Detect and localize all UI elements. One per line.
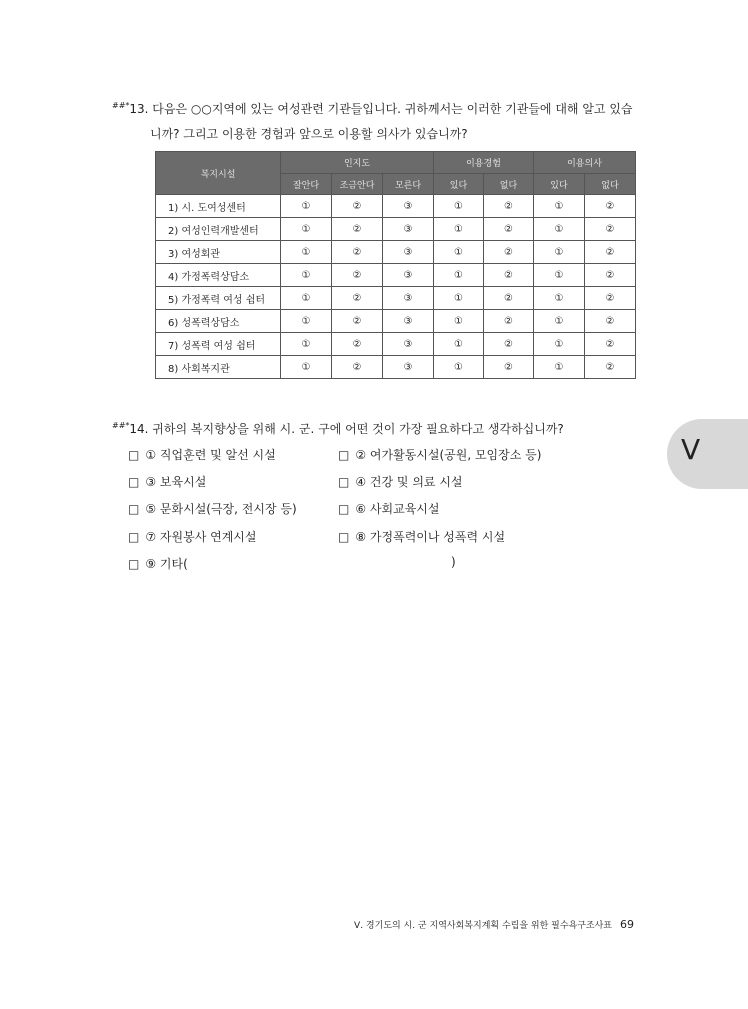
q14-option-4[interactable]: □ ④ 건강 및 의료 시설 xyxy=(338,475,463,489)
answer-cell[interactable]: ① xyxy=(281,218,332,241)
answer-cell[interactable]: ③ xyxy=(383,356,434,379)
answer-cell[interactable]: ① xyxy=(534,356,585,379)
answer-cell[interactable]: ② xyxy=(332,218,383,241)
page-footer xyxy=(354,918,634,931)
answer-cell[interactable]: ② xyxy=(332,287,383,310)
answer-cell[interactable]: ② xyxy=(484,195,534,218)
header-group-awareness: 인지도 xyxy=(281,152,434,174)
q13-text-line1: 13. 다음은 ○○지역에 있는 여성관련 기관들입니다. 귀하께서는 이러한 기관들에 대해 알고 있습 xyxy=(129,102,633,116)
q13-text-line2: 니까? 그리고 이용한 경험과 앞으로 이용할 의사가 있습니까? xyxy=(150,127,468,141)
q14-other-close-paren: ) xyxy=(451,555,456,569)
q14-option-1[interactable]: □ ① 직업훈련 및 알선 시설 xyxy=(128,448,276,462)
row-label: 1) 시. 도여성센터 xyxy=(156,195,281,218)
q13-survey-table xyxy=(155,151,636,379)
checkbox-icon[interactable]: □ xyxy=(128,502,140,516)
answer-cell[interactable]: ① xyxy=(281,195,332,218)
answer-cell[interactable]: ② xyxy=(585,218,636,241)
answer-cell[interactable]: ① xyxy=(534,218,585,241)
row-label: 7) 성폭력 여성 쉼터 xyxy=(156,333,281,356)
answer-cell[interactable]: ① xyxy=(434,356,484,379)
answer-cell[interactable]: ① xyxy=(281,287,332,310)
answer-cell[interactable]: ① xyxy=(434,195,484,218)
answer-cell[interactable]: ② xyxy=(585,333,636,356)
answer-cell[interactable]: ② xyxy=(585,287,636,310)
header-facility: 복지시설 xyxy=(156,152,281,195)
q14-option-6[interactable]: □ ⑥ 사회교육시설 xyxy=(338,502,440,516)
answer-cell[interactable]: ① xyxy=(281,356,332,379)
answer-cell[interactable]: ② xyxy=(484,287,534,310)
answer-cell[interactable]: ① xyxy=(281,264,332,287)
chapter-tab-label: V xyxy=(681,433,701,466)
subheader-cell: 잘안다 xyxy=(281,174,332,195)
answer-cell[interactable]: ② xyxy=(585,195,636,218)
answer-cell[interactable]: ③ xyxy=(383,333,434,356)
q14-option-7[interactable]: □ ⑦ 자원봉사 연계시설 xyxy=(128,530,257,544)
answer-cell[interactable]: ① xyxy=(434,310,484,333)
table-row xyxy=(156,241,636,264)
answer-cell[interactable]: ② xyxy=(585,264,636,287)
answer-cell[interactable]: ② xyxy=(332,356,383,379)
answer-cell[interactable]: ② xyxy=(332,310,383,333)
header-group-intention: 이용의사 xyxy=(534,152,636,174)
answer-cell[interactable]: ① xyxy=(281,333,332,356)
table-body xyxy=(156,195,636,379)
subheader-cell: 있다 xyxy=(534,174,585,195)
answer-cell[interactable]: ② xyxy=(484,310,534,333)
answer-cell[interactable]: ② xyxy=(484,356,534,379)
answer-cell[interactable]: ② xyxy=(484,241,534,264)
answer-cell[interactable]: ① xyxy=(534,287,585,310)
row-label: 6) 성폭력상담소 xyxy=(156,310,281,333)
answer-cell[interactable]: ③ xyxy=(383,287,434,310)
q13-question-line1 xyxy=(112,100,633,117)
checkbox-icon[interactable]: □ xyxy=(128,530,140,544)
page-number: 69 xyxy=(620,918,634,931)
answer-cell[interactable]: ① xyxy=(281,310,332,333)
checkbox-icon[interactable]: □ xyxy=(338,448,350,462)
subheader-cell: 없다 xyxy=(585,174,636,195)
checkbox-icon[interactable]: □ xyxy=(128,557,140,571)
answer-cell[interactable]: ② xyxy=(585,241,636,264)
q14-question xyxy=(112,420,564,437)
answer-cell[interactable]: ② xyxy=(585,356,636,379)
chapter-tab xyxy=(667,419,748,489)
answer-cell[interactable]: ① xyxy=(534,195,585,218)
answer-cell[interactable]: ② xyxy=(332,264,383,287)
checkbox-icon[interactable]: □ xyxy=(128,475,140,489)
row-label: 2) 여성인력개발센터 xyxy=(156,218,281,241)
answer-cell[interactable]: ③ xyxy=(383,218,434,241)
footer-text: Ⅴ. 경기도의 시. 군 지역사회복지계획 수립을 위한 필수욕구조사표 xyxy=(354,921,612,931)
answer-cell[interactable]: ① xyxy=(434,241,484,264)
answer-cell[interactable]: ① xyxy=(534,241,585,264)
answer-cell[interactable]: ① xyxy=(434,333,484,356)
table-row xyxy=(156,333,636,356)
answer-cell[interactable]: ② xyxy=(484,218,534,241)
subheader-cell: 모른다 xyxy=(383,174,434,195)
subheader-cell: 있다 xyxy=(434,174,484,195)
table-row xyxy=(156,356,636,379)
answer-cell[interactable]: ② xyxy=(332,333,383,356)
q14-option-8[interactable]: □ ⑧ 가정폭력이나 성폭력 시설 xyxy=(338,530,506,544)
answer-cell[interactable]: ② xyxy=(585,310,636,333)
answer-cell[interactable]: ① xyxy=(434,218,484,241)
q14-option-9[interactable]: □ ⑨ 기타( xyxy=(128,557,188,571)
answer-cell[interactable]: ① xyxy=(434,287,484,310)
q14-option-2[interactable]: □ ② 여가활동시설(공원, 모임장소 등) xyxy=(338,448,542,462)
answer-cell[interactable]: ② xyxy=(484,333,534,356)
table-row xyxy=(156,310,636,333)
row-label: 4) 가정폭력상담소 xyxy=(156,264,281,287)
q14-text: 14. 귀하의 복지향상을 위해 시. 군. 구에 어떤 것이 가장 필요하다고 생각하십니까? xyxy=(129,422,564,436)
answer-cell[interactable]: ③ xyxy=(383,241,434,264)
table-row xyxy=(156,195,636,218)
row-label: 3) 여성회관 xyxy=(156,241,281,264)
table-row xyxy=(156,218,636,241)
row-label: 5) 가정폭력 여성 쉼터 xyxy=(156,287,281,310)
answer-cell[interactable]: ① xyxy=(534,310,585,333)
q13-marker: ##* xyxy=(112,101,130,110)
answer-cell[interactable]: ② xyxy=(332,195,383,218)
checkbox-icon[interactable]: □ xyxy=(128,448,140,462)
table-row xyxy=(156,287,636,310)
q14-marker: ##* xyxy=(112,421,130,430)
table-row xyxy=(156,264,636,287)
subheader-cell: 없다 xyxy=(484,174,534,195)
checkbox-icon[interactable]: □ xyxy=(338,502,350,516)
row-label: 8) 사회복지관 xyxy=(156,356,281,379)
header-group-experience: 이용경험 xyxy=(434,152,534,174)
answer-cell[interactable]: ① xyxy=(434,264,484,287)
answer-cell[interactable]: ② xyxy=(484,264,534,287)
checkbox-icon[interactable]: □ xyxy=(338,475,350,489)
q14-option-5[interactable]: □ ⑤ 문화시설(극장, 전시장 등) xyxy=(128,502,297,516)
answer-cell[interactable]: ② xyxy=(332,241,383,264)
checkbox-icon[interactable]: □ xyxy=(338,530,350,544)
subheader-cell: 조금안다 xyxy=(332,174,383,195)
answer-cell[interactable]: ① xyxy=(281,241,332,264)
answer-cell[interactable]: ① xyxy=(534,264,585,287)
answer-cell[interactable]: ③ xyxy=(383,310,434,333)
q14-option-3[interactable]: □ ③ 보육시설 xyxy=(128,475,207,489)
answer-cell[interactable]: ③ xyxy=(383,264,434,287)
answer-cell[interactable]: ① xyxy=(534,333,585,356)
answer-cell[interactable]: ③ xyxy=(383,195,434,218)
